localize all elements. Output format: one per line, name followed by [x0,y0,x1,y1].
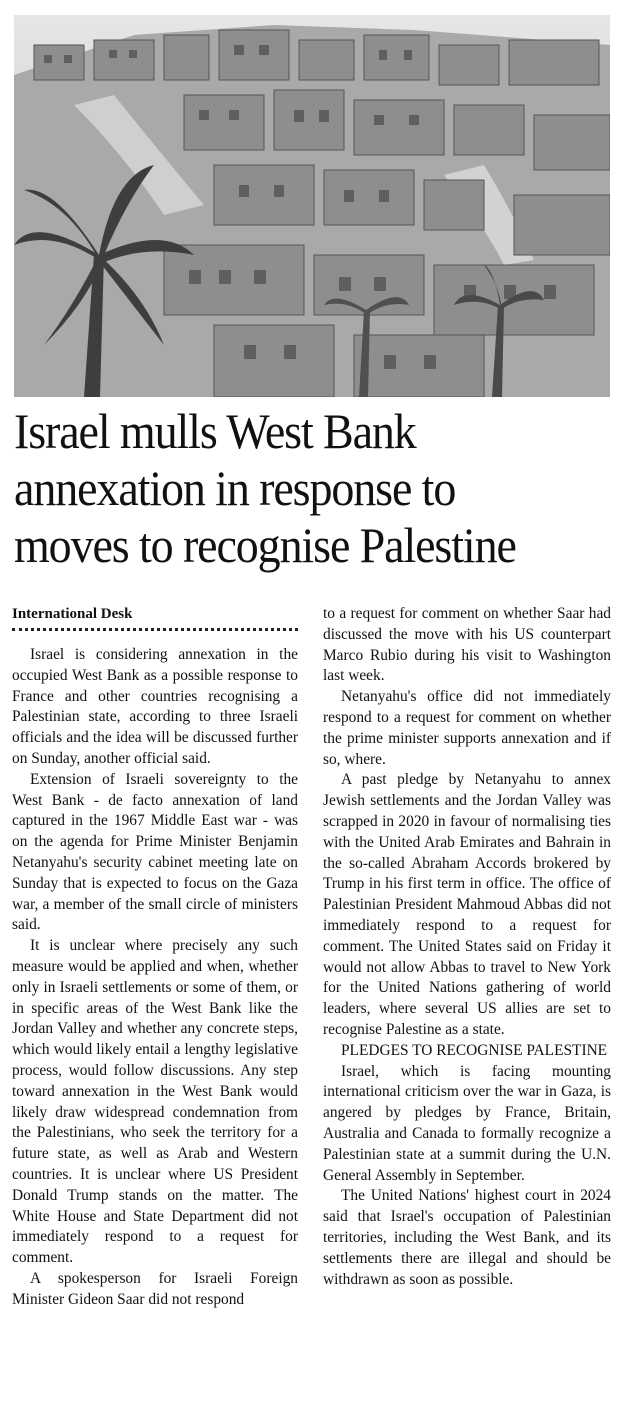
headline [14,403,566,574]
paragraph: It is unclear where precisely any such measure would be applied and when, whether only in Israeli settlements or some of them, or in specific areas of the West Bank like the Jordan Valley and whether any concrete steps, which would likely entail a lengthy legislative process, would follow discussions. Any step toward annexation in the West Bank would likely draw widespread condemnation from the Palestinians, who seek the territory for a future state, as well as Arab and Western countries. It is unclear where US President Donald Trump stands on the matter. The White House and State Department did not immediately respond to a request for comment. [12,937,298,1267]
paragraph: Israel, which is facing mounting international criticism over the war in Gaza, is angered by pledges by France, Britain, Australia and Canada to formally recognize a Palestinian state at a summit during the U.N. General Assembly in September. [323,1062,611,1184]
paragraph: The United Nations' highest court in 2024 said that Israel's occupation of Palestinian territories, including the West Bank, and its settlements there are illegal and should be withdrawn as soon as possible. [323,1187,611,1288]
article-column-left [12,604,298,1311]
paragraph: Israel is considering annexation in the occupied West Bank as a possible response to France and other countries recognising a Palestinian state, according to three Israeli officials and the idea will be discussed further on Sunday, another official said. [12,646,298,767]
paragraph-continuation: to a request for comment on whether Saar had discussed the move with his US counterpart Marco Rubio during his visit to Washington last week. [323,605,611,685]
headline-line-2: annexation in response to [14,460,456,516]
cityscape-photo-icon [14,15,610,397]
byline: International Desk [12,604,298,631]
headline-line-3: moves to recognise Palestine [14,517,516,573]
article-photo [14,15,610,397]
paragraph: Extension of Israeli sovereignty to the West Bank - de facto annexation of land captured in the 1967 Middle East war - was on the agenda for Prime Minister Benjamin Netanyahu's security cabinet meeting late on Sunday that is expected to focus on the Gaza war, a member of the small circle of ministers said. [12,770,298,934]
paragraph: A spokesperson for Israeli Foreign Minister Gideon Saar did not respond [12,1269,298,1308]
headline-line-1: Israel mulls West Bank [14,403,416,459]
subheading: PLEDGES TO RECOGNISE PALESTINE [341,1041,608,1059]
paragraph: Netanyahu's office did not immediately respond to a request for comment on whether the prime minister supports annexation and if so, where. [323,688,611,768]
article-column-right [323,604,611,1290]
paragraph: A past pledge by Netanyahu to annex Jewish settlements and the Jordan Valley was scrapped in 2020 in favour of normalising ties with the United Arab Emirates and Bahrain in the so-called Abraham Accords brokered by Trump in his first term in office. The office of Palestinian President Mahmoud Abbas did not immediately respond to a request for comment. The United States said on Friday it would not allow Abbas to travel to New York for the United Nations gathering of world leaders, where several US allies are set to recognise Palestine as a state. [323,771,611,1038]
